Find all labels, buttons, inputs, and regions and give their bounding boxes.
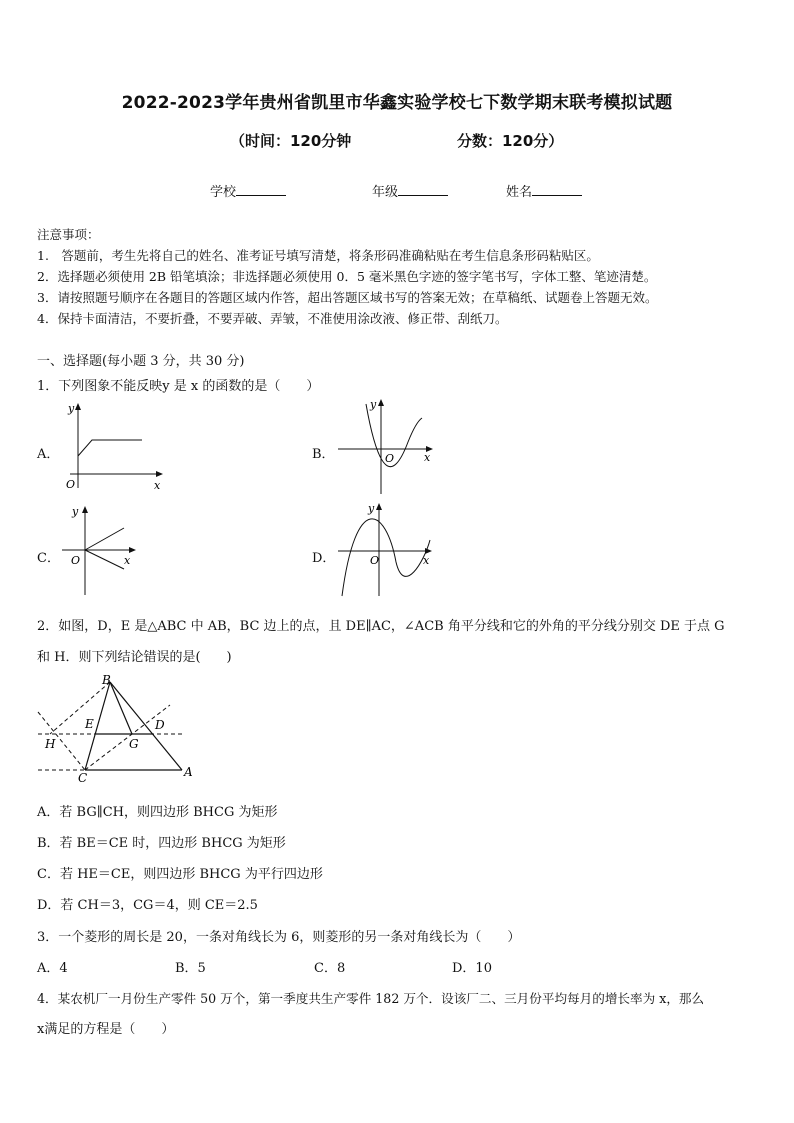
q2-stem-line1: 2．如图，D，E 是△ABC 中 AB，BC 边上的点，且 DE∥AC，∠ACB 角平分线和它的外角的平分线分别交 DE 于点 G	[37, 619, 725, 634]
grade-blank[interactable]	[398, 183, 448, 196]
label-d: D	[155, 718, 165, 732]
notes-heading: 注意事项：	[37, 227, 100, 242]
q2-option-b: B．若 BE＝CE 时，四边形 BHCG 为矩形	[37, 836, 286, 851]
note-item-2: 2．选择题必须使用 2B 铅笔填涂；非选择题必须使用 0．5 毫米黑色字迹的签字笔书写，字体工整、笔迹清楚。	[37, 269, 657, 284]
x-label: x	[154, 479, 161, 492]
dashed-bh	[50, 682, 110, 734]
note-item-4: 4．保持卡面清洁，不要折叠，不要弄破、弄皱，不准使用涂改液、修正带、刮纸刀。	[37, 311, 508, 326]
side-ba	[110, 682, 182, 770]
function-curve	[342, 519, 430, 596]
grade-field	[372, 181, 448, 200]
q1-graph-d	[334, 500, 439, 598]
exam-score: 分数：120分）	[457, 132, 564, 150]
page-title: 2022-2023学年贵州省凯里市华鑫实验学校七下数学期末联考模拟试题	[121, 93, 673, 113]
school-blank[interactable]	[236, 183, 286, 196]
label-b: B	[102, 673, 111, 687]
name-blank[interactable]	[532, 183, 582, 196]
x-arrow	[129, 547, 136, 553]
q2-option-c: C．若 HE＝CE，则四边形 BHCG 为平行四边形	[37, 867, 323, 882]
y-arrow	[378, 399, 384, 406]
lower-ray	[85, 550, 124, 569]
q1-option-a: A．	[37, 447, 60, 462]
q3-option-a: A．4	[37, 961, 68, 976]
y-label: y	[370, 398, 377, 411]
y-arrow	[75, 403, 81, 410]
y-arrow	[82, 506, 88, 513]
q3-option-b: B．5	[175, 961, 206, 976]
q3-option-d: D．10	[452, 961, 492, 976]
q1-option-b: B．	[312, 447, 335, 462]
origin-label: O	[66, 478, 76, 491]
note-item-1: 1. 答题前，考生先将自己的姓名、准考证号填写清楚，将条形码准确粘贴在考生信息条形码粘贴区。	[37, 248, 599, 263]
exam-time: （时间：120分钟	[230, 132, 352, 150]
name-label: 姓名	[506, 185, 533, 200]
origin-label: O	[370, 554, 380, 567]
label-a: A	[184, 765, 193, 779]
q4-stem-line1: 4．某农机厂一月份生产零件 50 万个，第一季度共生产零件 182 万个．设该厂二、三月份平均每月的增长率为 x，那么	[37, 991, 705, 1006]
q2-stem-line2: 和 H．则下列结论错误的是( )	[37, 650, 232, 665]
x-label: x	[424, 451, 431, 464]
label-c: C	[78, 771, 88, 785]
q3-stem: 3．一个菱形的周长是 20，一条对角线长为 6，则菱形的另一条对角线长为（ ）	[37, 930, 521, 945]
y-label: y	[72, 505, 79, 518]
section-heading: 一、选择题(每小题 3 分，共 30 分)	[37, 354, 245, 369]
q2-triangle-figure	[30, 670, 210, 785]
name-field	[506, 181, 582, 200]
label-h: H	[45, 737, 56, 751]
x-label: x	[124, 554, 131, 567]
q2-option-a: A．若 BG∥CH，则四边形 BHCG 为矩形	[37, 805, 278, 820]
origin-label: O	[385, 452, 395, 465]
function-curve	[78, 440, 142, 456]
q1-graph-b	[330, 396, 440, 496]
q1-graph-c	[58, 503, 148, 598]
q1-graph-a	[60, 400, 170, 495]
dashed-cg-ext	[85, 705, 170, 770]
note-item-3: 3．请按照题号顺序在各题目的答题区域内作答，超出答题区域书写的答案无效；在草稿纸、试题卷上答题无效。	[37, 290, 658, 305]
q1-option-d: D．	[312, 551, 336, 566]
y-label: y	[368, 502, 375, 515]
y-arrow	[376, 503, 382, 510]
q3-option-c: C．8	[314, 961, 346, 976]
segment-bg	[110, 682, 132, 734]
q4-stem-line2: x满足的方程是（ ）	[37, 1022, 175, 1037]
x-label: x	[423, 554, 430, 567]
school-label: 学校	[210, 185, 237, 200]
label-g: G	[129, 737, 139, 751]
label-e: E	[85, 717, 94, 731]
q1-option-c: C．	[37, 551, 60, 566]
x-arrow	[156, 471, 163, 477]
q2-option-d: D．若 CH＝3，CG＝4，则 CE＝2.5	[37, 898, 258, 913]
grade-label: 年级	[372, 185, 399, 200]
y-label: y	[68, 402, 75, 415]
q1-stem: 1．下列图象不能反映y 是 x 的函数的是（ ）	[37, 379, 320, 394]
school-field	[210, 181, 286, 200]
upper-ray	[85, 528, 124, 550]
origin-label: O	[71, 554, 81, 567]
